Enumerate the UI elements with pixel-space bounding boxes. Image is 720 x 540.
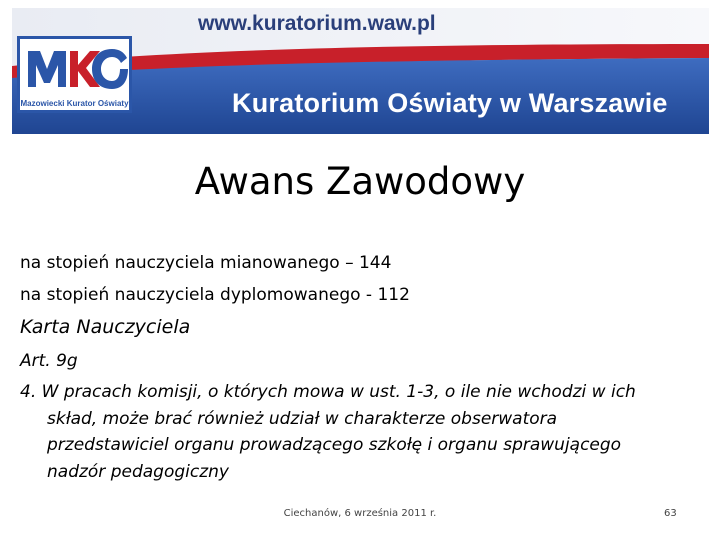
paragraph-line: skład, może brać również udział w charakterze obserwatora xyxy=(47,409,558,429)
page-number: 63 xyxy=(664,508,677,519)
footer-date: Ciechanów, 6 września 2011 r. xyxy=(283,508,437,519)
slide-title: Awans Zawodowy xyxy=(194,160,526,203)
site-url: www.kuratorium.waw.pl xyxy=(198,12,436,35)
article-ref: Art. 9g xyxy=(20,351,78,371)
logo xyxy=(17,36,132,113)
paragraph-line: 4. W pracach komisji, o których mowa w ust. 1-3, o ile nie wchodzi w ich xyxy=(20,382,636,402)
mko-logo-icon xyxy=(20,41,129,97)
brand-name: Kuratorium Oświaty w Warszawie xyxy=(232,88,668,118)
paragraph-line: nadzór pedagogiczny xyxy=(47,462,229,482)
paragraph-line: przedstawiciel organu prowadzącego szkołę i organu sprawującego xyxy=(47,435,622,455)
logo-caption: Mazowiecki Kurator Oświaty xyxy=(20,99,129,108)
stat-line-mianowany: na stopień nauczyciela mianowanego – 144 xyxy=(20,253,392,273)
stat-line-dyplomowany: na stopień nauczyciela dyplomowanego - 112 xyxy=(20,285,410,305)
section-heading: Karta Nauczyciela xyxy=(20,316,191,338)
